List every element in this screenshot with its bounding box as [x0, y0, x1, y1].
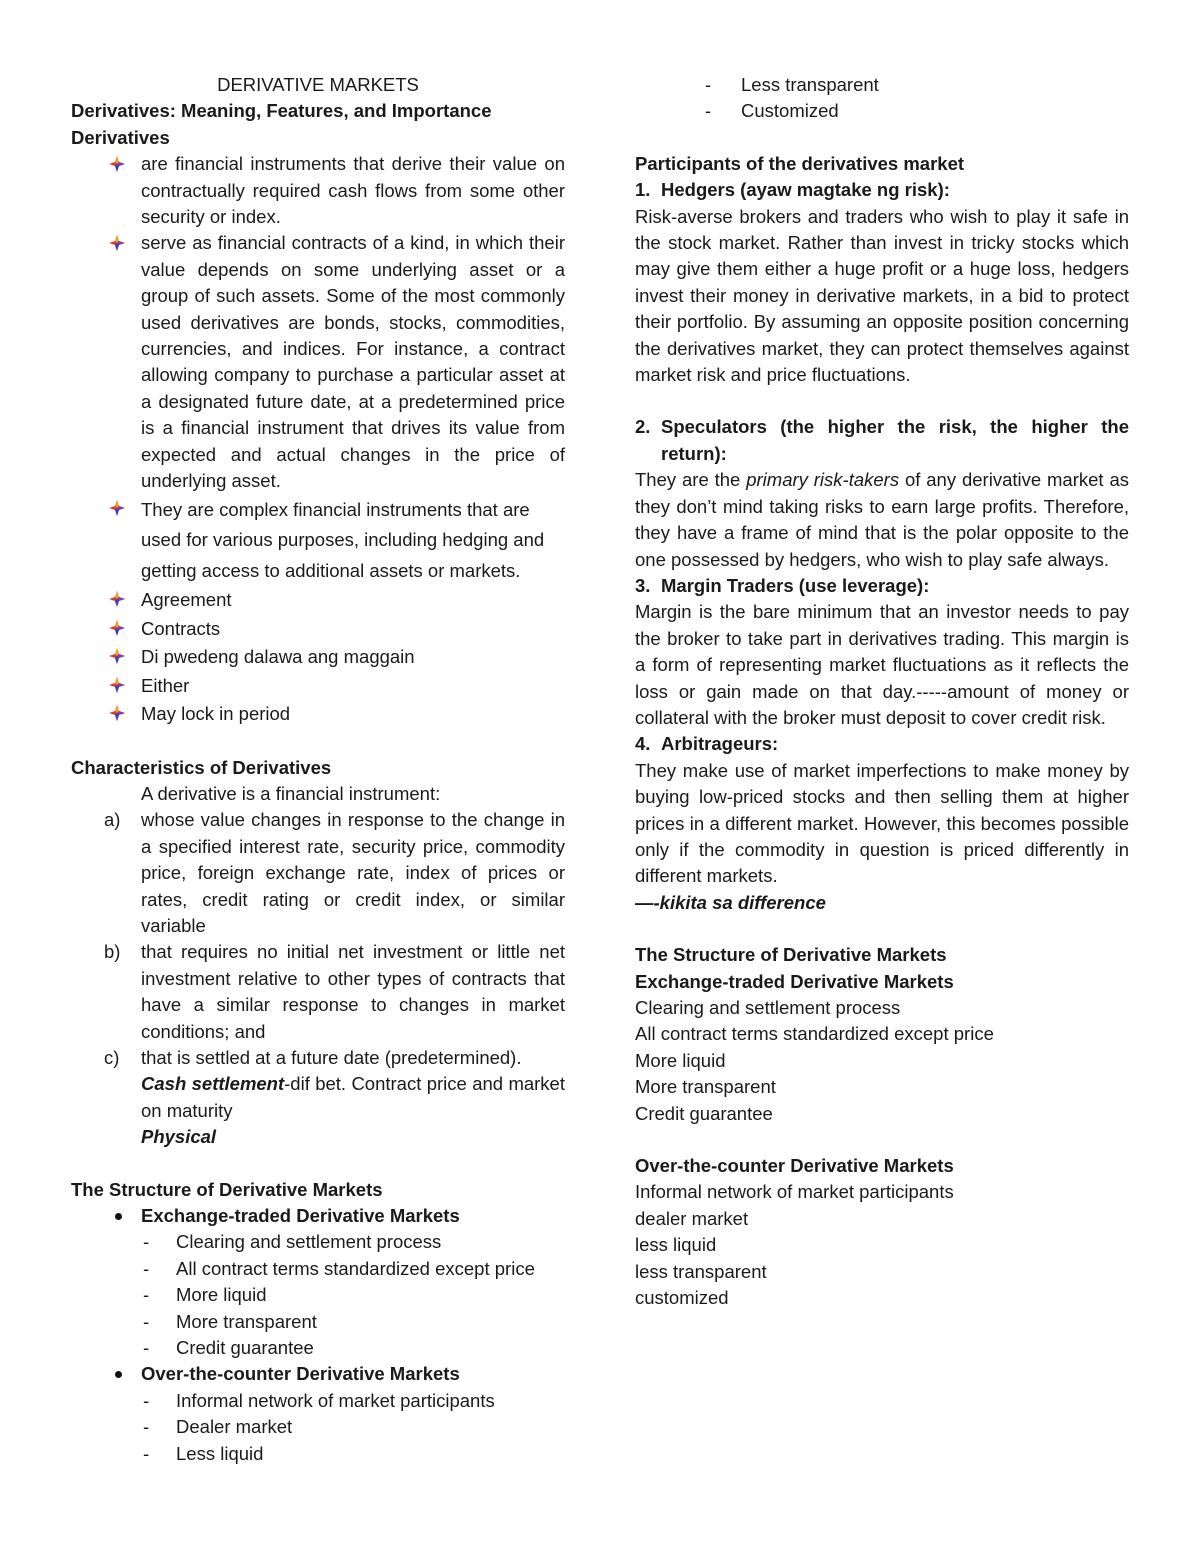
list-item: - More transparent — [143, 1310, 317, 1332]
list-item: - Less liquid — [143, 1442, 264, 1464]
star-bullet-icon — [109, 500, 125, 516]
speculators-heading: 2. Speculators (the higher the risk, the higher the return): — [635, 416, 1129, 464]
arbitrageurs-heading: 4. Arbitrageurs: — [635, 733, 779, 755]
list-item: May lock in period — [71, 700, 565, 729]
list-item: More liquid — [635, 1049, 726, 1071]
list-item: b) that requires no initial net investment or little net investment relative to other types of contracts that have a similar response to changes in market conditions; and — [104, 941, 565, 1042]
right-column — [635, 72, 1129, 1311]
list-item: Agreement — [71, 586, 565, 615]
list-item: - Customized — [705, 100, 839, 122]
list-item: Informal network of market participants — [635, 1181, 954, 1203]
bullet-dot-icon — [115, 1371, 122, 1378]
list-item: More transparent — [635, 1076, 776, 1098]
star-bullet-icon — [109, 591, 125, 607]
speculators-text: They are the primary risk-takers of any derivative market as they don’t mind taking risks to earn large profits. Therefore, they have a frame of mind that is the polar opposite to the one possessed by hedgers, who wish to play safe always. — [635, 469, 1129, 570]
list-item: Over-the-counter Derivative Markets — [71, 1361, 565, 1387]
margin-traders-text: Margin is the bare minimum that an investor needs to pay the broker to take part in derivatives trading. This margin is a form of representing market fluctuations as it reflects the loss or gain made on that day.-----amount of money or collateral with the broker must deposit to cover credit risk. — [635, 601, 1129, 728]
arbitrageurs-text: They make use of market imperfections to make money by buying low-priced stocks and then selling them at higher prices in a different market. However, this becomes possible only if the commodity in question is priced differently in different markets. — [635, 759, 1129, 887]
list-item: - All contract terms standardized except price — [143, 1257, 535, 1279]
list-item: - Dealer market — [143, 1416, 293, 1438]
list-item: They are complex financial instruments that are used for various purposes, including hedging and getting access to additional assets or markets. — [71, 495, 565, 587]
list-item: serve as financial contracts of a kind, in which their value depends on some underlying asset or a group of such assets. Some of the most commonly used derivatives are bonds, stocks, commodities, currencies, and indices. For instance, a contract allowing company to purchase a particular asset at a designated future date, at a predetermined price is a financial instrument that drives its value from expected and actual changes in the price of underlying asset. — [71, 230, 565, 494]
structure-heading-right: The Structure of Derivative Markets — [635, 944, 947, 966]
list-item: - More liquid — [143, 1284, 267, 1306]
list-item: c) that is settled at a future date (predetermined). — [104, 1046, 522, 1068]
participants-heading: Participants of the derivatives market — [635, 152, 965, 174]
star-bullet-icon — [109, 156, 125, 172]
bullet-dot-icon — [115, 1213, 122, 1220]
star-bullet-icon — [109, 620, 125, 636]
list-item: All contract terms standardized except price — [635, 1023, 994, 1045]
list-item: Either — [71, 672, 565, 701]
characteristics-heading: Characteristics of Derivatives — [71, 756, 332, 778]
list-item: - Informal network of market participants — [143, 1389, 495, 1411]
list-item: Di pwedeng dalawa ang maggain — [71, 643, 565, 672]
hedgers-text: Risk-averse brokers and traders who wish to play it safe in the stock market. Rather than invest in tricky stocks which may give them either a huge profit or a huge loss, hedgers invest their money in derivative markets, in a bid to protect their portfolio. By assuming an opposite position concerning the derivatives market, they can protect themselves against market risk and price fluctuations. — [635, 205, 1129, 386]
list-item: customized — [635, 1287, 729, 1309]
list-item: Credit guarantee — [635, 1102, 773, 1124]
star-bullet-icon — [109, 648, 125, 664]
star-bullet-icon — [109, 235, 125, 251]
characteristics-intro: A derivative is a financial instrument: — [141, 782, 441, 804]
star-bullet-icon — [109, 677, 125, 693]
otc-heading-right: Over-the-counter Derivative Markets — [635, 1155, 954, 1177]
list-item: a) whose value changes in response to the change in a specified interest rate, security price, commodity price, foreign exchange rate, index of prices or rates, credit rating or credit index, or similar variable — [104, 809, 565, 936]
list-item: Clearing and settlement process — [635, 997, 901, 1018]
list-item: - Clearing and settlement process — [143, 1231, 442, 1253]
star-bullet-icon — [109, 705, 125, 721]
structure-heading-left: The Structure of Derivative Markets — [71, 1178, 383, 1200]
list-item: Contracts — [71, 615, 565, 644]
list-item: less liquid — [635, 1234, 717, 1256]
list-item: Exchange-traded Derivative Markets — [71, 1203, 565, 1229]
subtitle: Derivatives: Meaning, Features, and Importance — [71, 100, 492, 122]
left-column — [71, 72, 565, 1467]
list-item: - Credit guarantee — [143, 1337, 314, 1359]
list-item: dealer market — [635, 1207, 749, 1229]
physical-note: Physical — [141, 1126, 217, 1148]
exchange-heading-right: Exchange-traded Derivative Markets — [635, 970, 954, 992]
arbitrageurs-note: —-kikita sa difference — [635, 891, 826, 913]
margin-traders-heading: 3. Margin Traders (use leverage): — [635, 574, 930, 596]
derivatives-heading: Derivatives — [71, 126, 170, 148]
cash-settlement-note: Cash settlement-dif bet. Contract price and market on maturity — [141, 1073, 565, 1121]
list-item: are financial instruments that derive their value on contractually required cash flows from some other security or index. — [71, 151, 565, 230]
list-item: - Less transparent — [705, 74, 879, 95]
document-title: DERIVATIVE MARKETS — [217, 74, 419, 95]
list-item: less transparent — [635, 1260, 767, 1282]
hedgers-heading: 1. Hedgers (ayaw magtake ng risk): — [635, 179, 950, 201]
